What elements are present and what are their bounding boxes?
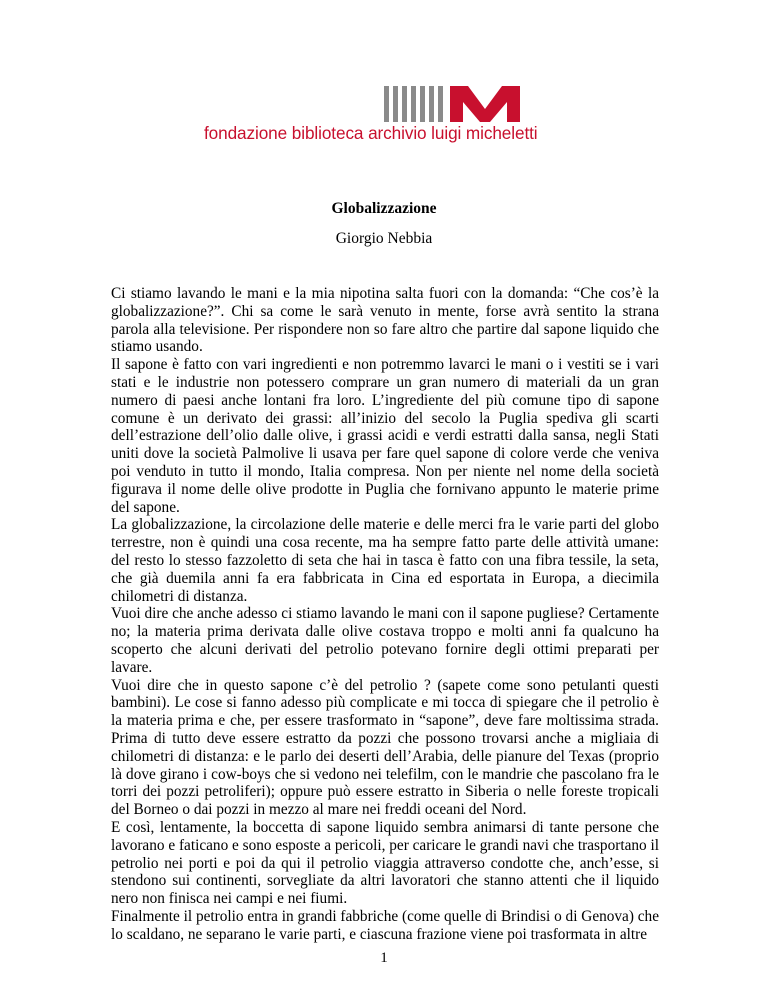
page-number: 1 <box>380 950 388 966</box>
paragraph: Vuoi dire che anche adesso ci stiamo lavando le mani con il sapone pugliese? Certamente no; la materia prima derivata dalle olive costava troppo e molti anni fa qualcuno ha scoperto che alcuni derivati del petrolio potevano fornire degli ottimi preparati per lavare. <box>111 605 659 676</box>
logo-text: fondazione biblioteca archivio luigi micheletti <box>204 123 538 143</box>
document-title: Globalizzazione <box>331 200 437 217</box>
micheletti-m-logo-icon <box>384 86 530 122</box>
paragraph: Finalmente il petrolio entra in grandi fabbriche (come quelle di Brindisi o di Genova) che lo scaldano, ne separano le varie parti, e ciascuna frazione viene poi trasformata in altre <box>111 907 659 943</box>
paragraph: Vuoi dire che in questo sapone c’è del petrolio ? (sapete come sono petulanti questi bambini). Le cose si fanno adesso più complicate e mi tocca di spiegare che il petrolio è la materia prima e che, per essere trasformato in “sapone”, deve fare moltissima strada. Prima di tutto deve essere estratto da pozzi che possono trovarsi anche a migliaia di chilometri di distanza: e le parlo dei deserti dell’Arabia, delle pianure del Texas (proprio là dove girano i cow-boys che si vedono nei telefilm, con le mandrie che pascolano fra le torri dei pozzi petroliferi); oppure può essere estratto in Siberia o nelle foreste tropicali del Borneo o dai pozzi in mezzo al mare nei freddi oceani del Nord. <box>111 676 659 819</box>
paragraph: E così, lentamente, la boccetta di sapone liquido sembra animarsi di tante persone che lavorano e faticano e sono esposte a pericoli, per caricare le grandi navi che trasportano il petrolio nei porti e poi da qui il petrolio viaggia attraverso condotte che, anch’esse, si stendono sui continenti, sorvegliate da altri lavoratori che stanno attenti che il liquido nero non finisca nei campi e nei fiumi. <box>111 818 659 908</box>
foundation-logo <box>0 86 768 166</box>
paragraph: Ci stiamo lavando le mani e la mia nipotina salta fuori con la domanda: “Che cos’è la globalizzazione?”. Chi sa come le sarà venuto in mente, forse avrà sentito la strana parola alla televisione. Per rispondere non so fare altro che partire dal sapone liquido che stiamo usando. <box>111 285 659 356</box>
paragraph: Il sapone è fatto con vari ingredienti e non potremmo lavarci le mani o i vestiti se i vari stati e le industrie non potessero comprare un gran numero di materiali da un gran numero di paesi anche lontani fra loro. L’ingrediente del più comune tipo di sapone comune è un derivato dei grassi: all’inizio del secolo la Puglia spediva gli scarti dell’estrazione dell’olio dalle olive, i grassi acidi e verdi estratti dalla sansa, negli Stati uniti dove la società Palmolive li usava per fare quel sapone di colore verde che veniva poi venduto in tutto il mondo, Italia compresa. Non per niente nel nome della società figurava il nome delle olive prodotte in Puglia che fornivano appunto le materie prime del sapone. <box>111 356 659 516</box>
document-author: Giorgio Nebbia <box>335 230 433 247</box>
paragraph: La globalizzazione, la circolazione delle materie e delle merci fra le varie parti del globo terrestre, non è quindi una cosa recente, ma ha sempre fatto parte delle attività umane: del resto lo stesso fazzoletto di seta che hai in tasca è fatto con una fibra tessile, la seta, che già duemila anni fa era fabbricata in Cina ed esportata in Europa, a diecimila chilometri di distanza. <box>111 516 659 605</box>
document-body <box>111 285 659 943</box>
